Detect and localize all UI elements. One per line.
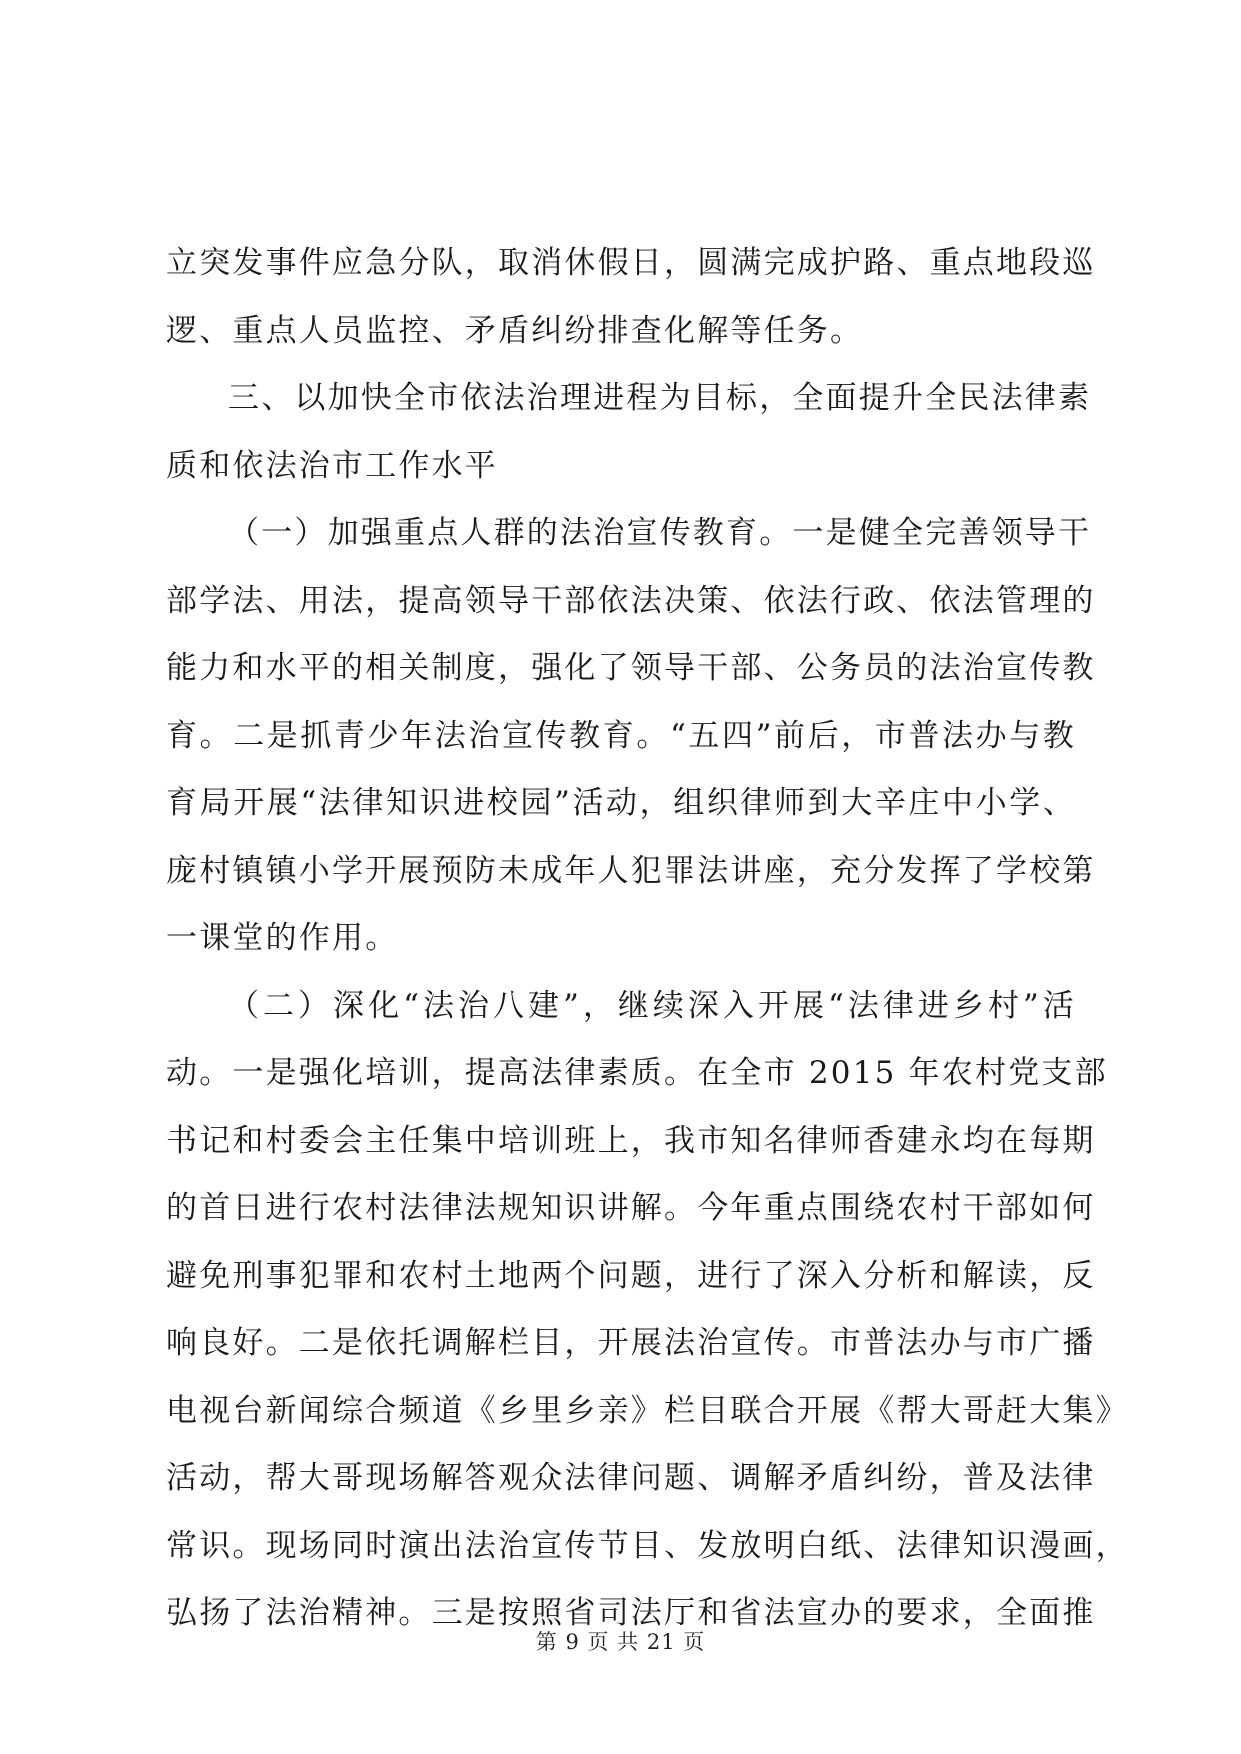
- text-line: 庞村镇镇小学开展预防未成年人犯罪法讲座，充分发挥了学校第: [166, 852, 1096, 889]
- text-line: （一）加强重点人群的法治宣传教育。一是健全完善领导干: [228, 515, 1092, 551]
- text-line: 电视台新闻综合频道《乡里乡亲》栏目联合开展《帮大哥赶大集》: [166, 1392, 1129, 1429]
- text-line: 一课堂的作用。: [166, 920, 399, 956]
- page-number-footer: 第 9 页 共 21 页: [535, 1630, 706, 1654]
- text-line: 常识。现场同时演出法治宣传节目、发放明白纸、法律知识漫画，: [166, 1527, 1129, 1564]
- text-line: 部学法、用法，提高领导干部依法决策、依法行政、依法管理的: [166, 582, 1096, 619]
- text-line: 育局开展“法律知识进校园”活动，组织律师到大辛庄中小学、: [166, 785, 1076, 821]
- text-line: 三、以加快全市依法治理进程为目标，全面提升全民法律素: [228, 380, 1092, 416]
- text-line: 立突发事件应急分队，取消休假日，圆满完成护路、重点地段巡: [166, 245, 1096, 281]
- text-line: 书记和村委会主任集中培训班上，我市知名律师香建永均在每期: [166, 1122, 1096, 1159]
- text-line: 弘扬了法治精神。三是按照省司法厅和省法宣办的要求，全面推: [166, 1595, 1096, 1631]
- text-line: 逻、重点人员监控、矛盾纠纷排查化解等任务。: [166, 312, 864, 349]
- text-line: 的首日进行农村法律法规知识讲解。今年重点围绕农村干部如何: [166, 1190, 1096, 1226]
- text-line: 活动，帮大哥现场解答观众法律问题、调解矛盾纠纷，普及法律: [166, 1460, 1096, 1496]
- text-line: 动。一是强化培训，提高法律素质。在全市 2015 年农村党支部: [166, 1055, 1108, 1091]
- text-line: 质和依法治市工作水平: [166, 447, 498, 484]
- text-line: 避免刑事犯罪和农村土地两个问题，进行了深入分析和解读，反: [166, 1257, 1096, 1294]
- text-line: 响良好。二是依托调解栏目，开展法治宣传。市普法办与市广播: [166, 1325, 1096, 1361]
- text-line: 育。二是抓青少年法治宣传教育。“五四”前后，市普法办与教: [166, 717, 1076, 754]
- text-line: （二）深化“法治八建”，继续深入开展“法律进乡村”活: [228, 987, 1076, 1024]
- document-body: [166, 230, 1129, 1648]
- text-line: 能力和水平的相关制度，强化了领导干部、公务员的法治宣传教: [166, 650, 1096, 686]
